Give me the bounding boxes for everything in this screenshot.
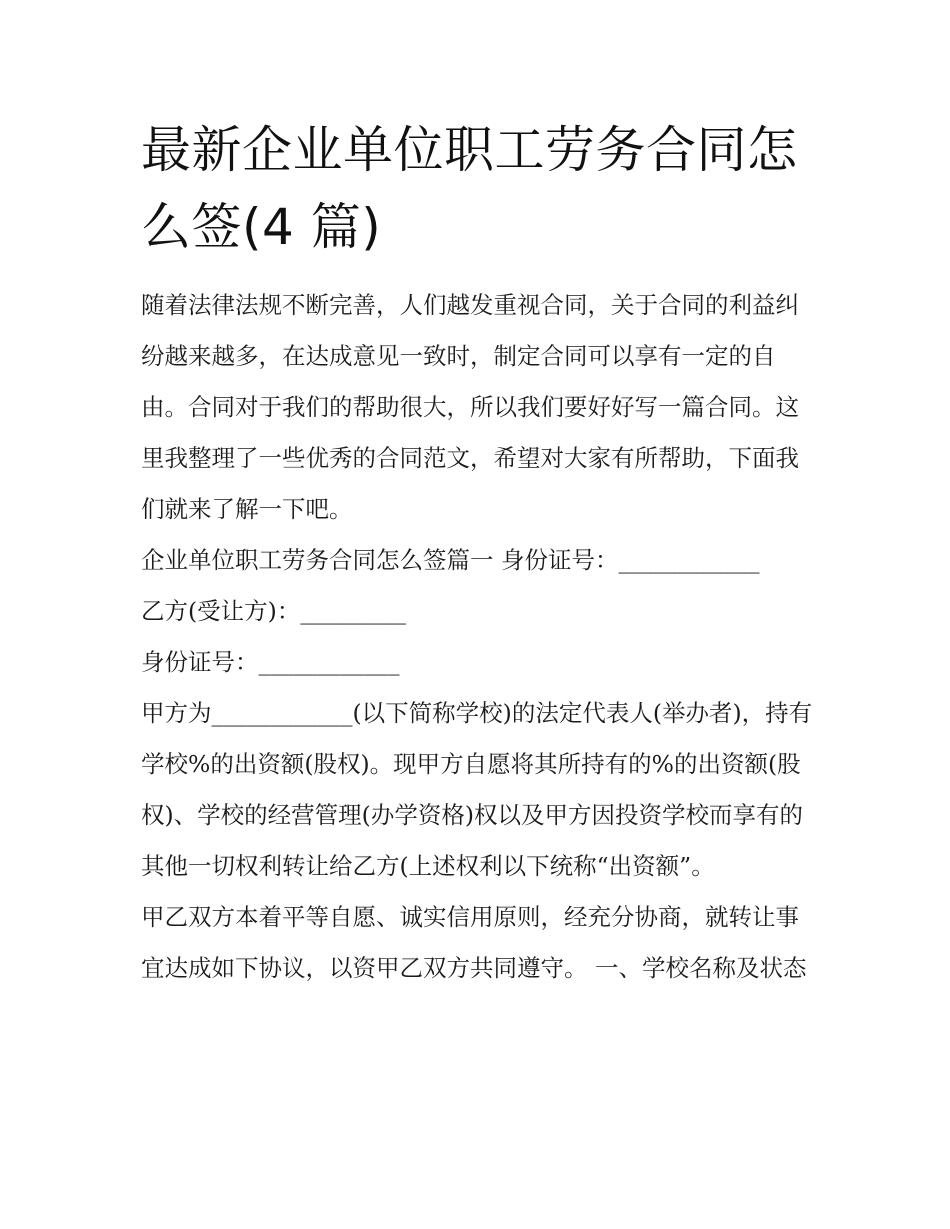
document-content — [141, 112, 821, 994]
title-line-2: 么签(4 篇) — [141, 198, 382, 256]
section-heading-line: 企业单位职工劳务合同怎么签篇一 身份证号：____________ — [141, 546, 760, 574]
id-number-line: 身份证号：____________ — [141, 648, 400, 676]
party-a-paragraph: 甲方为____________(以下简称学校)的法定代表人(举办者)，持有学校%的出资额(股权)。现甲方自愿将其所持有的%的出资额(股权)、学校的经营管理(办学资格)权以及甲方因投资学校而享有的其他一切权利转让给乙方(上述权利以下统称“出资额”。 — [141, 699, 813, 880]
document-body — [141, 280, 821, 994]
intro-paragraph: 随着法律法规不断完善，人们越发重视合同，关于合同的利益纠纷越来越多，在达成意见一致时，制定合同可以享有一定的自由。合同对于我们的帮助很大，所以我们要好好写一篇合同。这里我整理了一些优秀的合同范文，希望对大家有所帮助，下面我们就来了解一下吧。 — [141, 291, 799, 523]
document-title — [141, 112, 821, 266]
title-line-1: 最新企业单位职工劳务合同怎 — [141, 121, 798, 179]
agreement-paragraph: 甲乙双方本着平等自愿、诚实信用原则，经充分协商，就转让事宜达成如下协议，以资甲乙双方共同遵守。 一、学校名称及状态 — [141, 903, 807, 982]
party-b-line: 乙方(受让方)：_________ — [141, 597, 407, 625]
